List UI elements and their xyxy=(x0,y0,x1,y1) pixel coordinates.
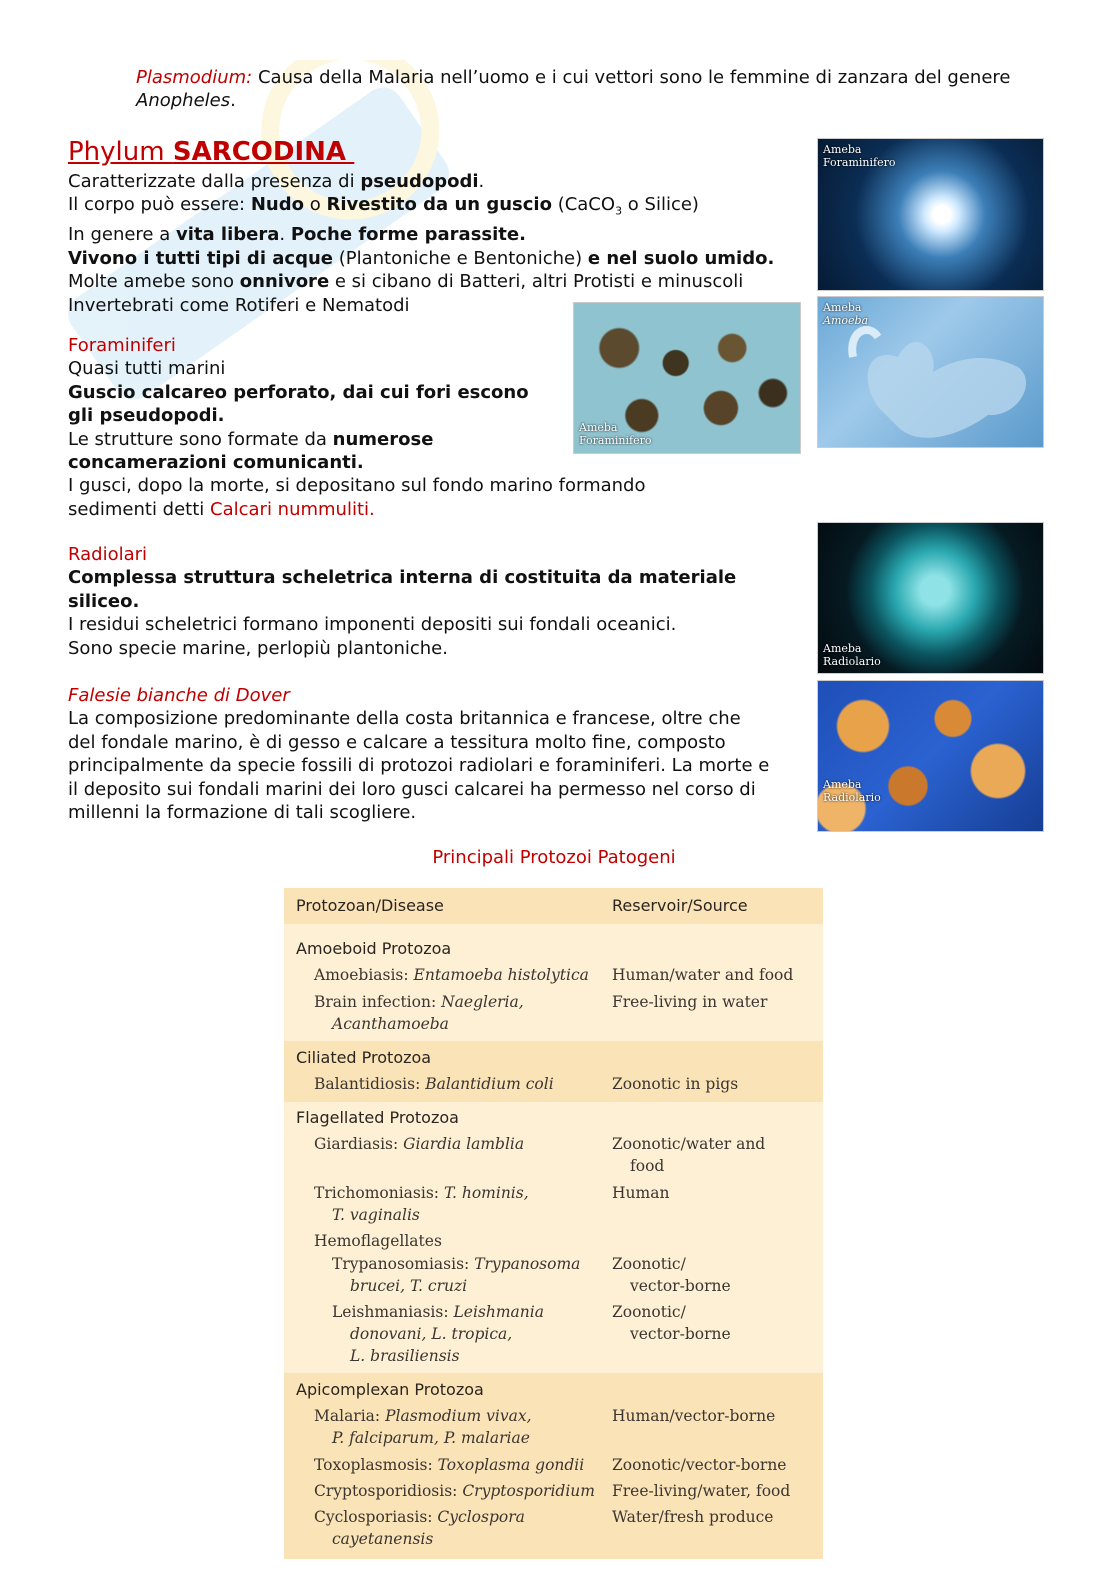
table-caption: Principali Protozoi Patogeni xyxy=(432,847,676,868)
pathogens-table: Protozoan/Disease Reservoir/Source Amoeboid Protozoa Amoebiasis: Entamoeba histolytica Human/water and food Brain infection: Naegleria, Acanthamoeba Free-living in water Ciliated Protozoa Balantidiosis: Balantidium coli Zoonotic in pigs Flagellated Protozoa Giardiasis: Giardia lamblia Zoonotic/water and food Trichomoniasis: T. hominis, T. vaginalis Human Hemoflagellates Trypanosomiasis: Trypanosoma brucei, T. cruzi Zoonotic/ vector-borne Leishmaniasis: Leishmania donovani, L. tropica, L. brasiliensis Zoonotic/ vector-borne Apicomplexan Protozoa Malaria: Plasmodium vivax, P. falciparum, P. malariae Human/vector-borne Toxoplasmosis: Toxoplasma gondii Zoonotic/vector-borne Cryptosporidiosis: Cryptosporidium Free-living/water, food Cyclosporiasis: Cyclospora cayetanensis Water/fresh produce xyxy=(284,888,823,1559)
sarcodina-description: Caratterizzate dalla presenza di pseudopodi. Il corpo può essere: Nudo o Rivestito da un guscio (CaCO$_3$ o Silice) In genere a vita libera. Poche forme parassite. Vivono i tutti tipi di acque (Plantoniche e Bentoniche) e nel suolo umido. Molte amebe sono onnivore e si cibano di Batteri, altri Protisti e minuscoli Invertebrati come Rotiferi e Nematodi xyxy=(68,171,775,316)
dover-title: Falesie bianche di Dover xyxy=(68,685,290,706)
category-apicomplexan: Apicomplexan Protozoa xyxy=(296,1380,484,1399)
category-amoeboid: Amoeboid Protozoa xyxy=(296,939,452,958)
photo-ameba-radiolario-2: Ameba Radiolario xyxy=(817,680,1044,832)
photo-ameba-radiolario-1: Ameba Radiolario xyxy=(817,522,1044,674)
photo-ameba-foraminifero-2: Ameba Foraminifero xyxy=(573,302,801,454)
plasmodium-paragraph: Plasmodium: Causa della Malaria nell’uomo e i cui vettori sono le femmine di zanzara del genere Anopheles. xyxy=(136,67,1011,112)
photo-ameba-foraminifero-1: Ameba Foraminifero xyxy=(817,138,1044,291)
category-flagellated: Flagellated Protozoa xyxy=(296,1108,459,1127)
phylum-heading: Phylum SARCODINA xyxy=(68,137,347,167)
header-protozoan-disease: Protozoan/Disease xyxy=(296,896,444,915)
photo-ameba-amoeba: Ameba Amoeba xyxy=(817,296,1044,448)
plasmodium-term: Plasmodium: xyxy=(136,67,253,88)
table-header xyxy=(284,888,823,924)
foraminiferi-title: Foraminiferi xyxy=(68,335,176,356)
category-ciliated: Ciliated Protozoa xyxy=(296,1048,432,1067)
foraminiferi-section: Foraminiferi Quasi tutti marini Guscio calcareo perforato, dai cui fori escono gli pseudopodi. Le strutture sono formate da numerose concamerazioni comunicanti. I gusci, dopo la morte, si depositano sul fondo marino formando sedimenti detti Calcari nummuliti. xyxy=(68,334,808,521)
radiolari-section: Radiolari Complessa struttura scheletrica interna di costituita da materiale siliceo. I residui scheletrici formano imponenti depositi sui fondali oceanici. Sono specie marine, perlopiù plantoniche. xyxy=(68,543,808,660)
dover-section: Falesie bianche di Dover La composizione predominante della costa britannica e francese, oltre che del fondale marino, è di gesso e calcare a tessitura molto fine, composto principalmente da specie fossili di protozoi radiolari e foraminiferi. La morte e il deposito sui fondali marini dei loro gusci calcarei ha permesso nel corso di millenni la formazione di tali scogliere. xyxy=(68,684,808,824)
header-reservoir-source: Reservoir/Source xyxy=(612,896,748,915)
radiolari-title: Radiolari xyxy=(68,544,148,565)
